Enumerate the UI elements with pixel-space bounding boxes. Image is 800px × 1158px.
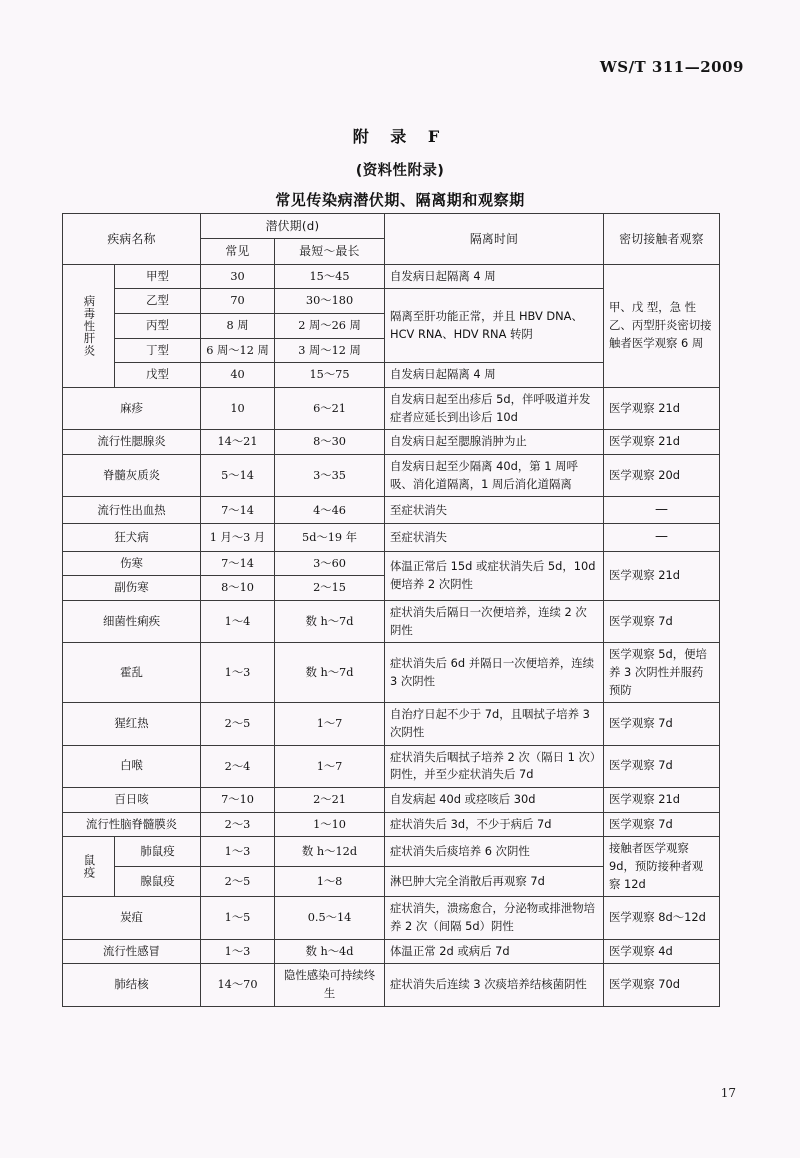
disease-name-cell: 麻疹 (63, 387, 201, 429)
disease-name-cell: 白喉 (63, 745, 201, 787)
isolation-cell: 自治疗日起不少于 7d，且咽拭子培养 3 次阴性 (385, 703, 604, 745)
range-cell: 30～180 (275, 289, 385, 314)
header-disease-name: 疾病名称 (63, 214, 201, 265)
disease-name-cell: 副伤寒 (63, 576, 201, 601)
isolation-cell: 症状消失后 3d，不少于病后 7d (385, 812, 604, 837)
disease-name-cell: 腺鼠疫 (115, 867, 201, 897)
observation-cell: 医学观察 7d (604, 745, 720, 787)
isolation-cell: 自发病日起隔离 4 周 (385, 264, 604, 289)
common-cell: 7～14 (201, 497, 275, 524)
range-cell: 6～21 (275, 387, 385, 429)
range-cell: 2 周～26 周 (275, 313, 385, 338)
table-row (63, 897, 720, 939)
isolation-cell: 自发病日起至少隔离 40d，第 1 周呼吸、消化道隔离，1 周后消化道隔离 (385, 454, 604, 496)
range-cell: 2～21 (275, 787, 385, 812)
disease-name-cell: 霍乱 (63, 643, 201, 703)
common-cell: 1～4 (201, 600, 275, 642)
observation-cell: 医学观察 20d (604, 454, 720, 496)
header-incubation: 潜伏期(d) (201, 214, 385, 239)
observation-cell: 医学观察 5d，便培养 3 次阴性并服药预防 (604, 643, 720, 703)
common-cell: 7～14 (201, 551, 275, 576)
disease-name-cell: 伤寒 (63, 551, 201, 576)
table-row (63, 551, 720, 576)
common-cell: 10 (201, 387, 275, 429)
disease-name-cell: 肺结核 (63, 964, 201, 1006)
range-cell: 2～15 (275, 576, 385, 601)
observation-cell: 医学观察 4d (604, 939, 720, 964)
range-cell: 15～75 (275, 363, 385, 388)
annex-heading: 附 录 F (352, 127, 448, 146)
page-number: 17 (720, 1086, 736, 1100)
disease-name-cell: 猩红热 (63, 703, 201, 745)
range-cell: 隐性感染可持续终生 (275, 964, 385, 1006)
table-row (63, 497, 720, 524)
disease-name-cell: 细菌性痢疾 (63, 600, 201, 642)
observation-cell: 医学观察 70d (604, 964, 720, 1006)
isolation-cell: 自发病起 40d 或痉咳后 30d (385, 787, 604, 812)
isolation-cell: 症状消失后咽拭子培养 2 次（隔日 1 次）阴性，并至少症状消失后 7d (385, 745, 604, 787)
isolation-cell: 自发病日起至出疹后 5d，伴呼吸道并发症者应延长到出诊后 10d (385, 387, 604, 429)
observation-cell: 医学观察 7d (604, 703, 720, 745)
common-cell: 2～5 (201, 867, 275, 897)
isolation-cell: 症状消失后 6d 并隔日一次便培养，连续 3 次阴性 (385, 643, 604, 703)
isolation-cell: 淋巴肿大完全消散后再观察 7d (385, 867, 604, 897)
range-cell: 3 周～12 周 (275, 338, 385, 363)
disease-name-cell: 乙型 (115, 289, 201, 314)
isolation-cell: 症状消失后隔日一次便培养，连续 2 次阴性 (385, 600, 604, 642)
disease-name-cell: 百日咳 (63, 787, 201, 812)
table-row (63, 524, 720, 551)
observation-cell: 医学观察 21d (604, 430, 720, 455)
common-cell: 30 (201, 264, 275, 289)
header-common: 常见 (201, 239, 275, 264)
range-cell: 8～30 (275, 430, 385, 455)
table-row (63, 387, 720, 429)
disease-name-cell: 甲型 (115, 264, 201, 289)
range-cell: 1～7 (275, 703, 385, 745)
table-row (63, 454, 720, 496)
isolation-cell-hepatitis-merged: 隔离至肝功能正常，并且 HBV DNA、HCV RNA、HDV RNA 转阴 (385, 289, 604, 363)
range-cell: 数 h～7d (275, 643, 385, 703)
disease-name-cell: 流行性腮腺炎 (63, 430, 201, 455)
disease-name-cell: 流行性出血热 (63, 497, 201, 524)
observation-cell: 医学观察 7d (604, 600, 720, 642)
common-cell: 6 周～12 周 (201, 338, 275, 363)
observation-cell: — (604, 497, 720, 524)
disease-name-cell: 狂犬病 (63, 524, 201, 551)
table-header-row-1 (63, 214, 720, 239)
annex-title-block (0, 124, 800, 210)
table-row (63, 264, 720, 289)
common-cell: 8 周 (201, 313, 275, 338)
disease-name-cell: 戊型 (115, 363, 201, 388)
common-cell: 8～10 (201, 576, 275, 601)
common-cell: 14～21 (201, 430, 275, 455)
isolation-cell: 症状消失后痰培养 6 次阴性 (385, 837, 604, 867)
common-cell: 7～10 (201, 787, 275, 812)
common-cell: 70 (201, 289, 275, 314)
isolation-cell: 至症状消失 (385, 497, 604, 524)
isolation-cell: 至症状消失 (385, 524, 604, 551)
disease-name-cell: 丁型 (115, 338, 201, 363)
infectious-disease-table (62, 213, 720, 1007)
common-cell: 2～3 (201, 812, 275, 837)
observation-cell: 医学观察 21d (604, 787, 720, 812)
range-cell: 3～60 (275, 551, 385, 576)
isolation-cell: 自发病日起隔离 4 周 (385, 363, 604, 388)
table-row (63, 643, 720, 703)
range-cell: 5d～19 年 (275, 524, 385, 551)
group-label-viral-hepatitis: 病毒性肝炎 (63, 264, 115, 387)
isolation-cell: 体温正常 2d 或病后 7d (385, 939, 604, 964)
standard-code-header: WS/T 311—2009 (599, 58, 744, 76)
range-cell: 数 h～12d (275, 837, 385, 867)
disease-name-cell: 肺鼠疫 (115, 837, 201, 867)
common-cell: 1～3 (201, 643, 275, 703)
header-isolation: 隔离时间 (385, 214, 604, 265)
disease-name-cell: 流行性脑脊髓膜炎 (63, 812, 201, 837)
observation-cell-plague: 接触者医学观察 9d，预防接种者观察 12d (604, 837, 720, 897)
table-row (63, 430, 720, 455)
range-cell: 0.5～14 (275, 897, 385, 939)
annex-type-label: (资料性附录) (355, 163, 445, 179)
isolation-cell: 症状消失后连续 3 次痰培养结核菌阴性 (385, 964, 604, 1006)
disease-name-cell: 流行性感冒 (63, 939, 201, 964)
common-cell: 1～3 (201, 837, 275, 867)
table-row (63, 745, 720, 787)
header-range: 最短～最长 (275, 239, 385, 264)
observation-cell-hepatitis: 甲、戊 型，急 性乙、丙型肝炎密切接触者医学观察 6 周 (604, 264, 720, 387)
isolation-cell-typhoid-merged: 体温正常后 15d 或症状消失后 5d，10d 便培养 2 次阴性 (385, 551, 604, 600)
table-row (63, 837, 720, 867)
common-cell: 14～70 (201, 964, 275, 1006)
range-cell: 1～8 (275, 867, 385, 897)
range-cell: 4～46 (275, 497, 385, 524)
common-cell: 1～3 (201, 939, 275, 964)
range-cell: 数 h～4d (275, 939, 385, 964)
table-row (63, 812, 720, 837)
range-cell: 数 h～7d (275, 600, 385, 642)
disease-name-cell: 丙型 (115, 313, 201, 338)
common-cell: 2～4 (201, 745, 275, 787)
table-row (63, 703, 720, 745)
disease-name-cell: 脊髓灰质炎 (63, 454, 201, 496)
observation-cell: — (604, 524, 720, 551)
table-row (63, 939, 720, 964)
common-cell: 2～5 (201, 703, 275, 745)
table-row (63, 964, 720, 1006)
range-cell: 1～7 (275, 745, 385, 787)
table-row (63, 600, 720, 642)
header-observation: 密切接触者观察 (604, 214, 720, 265)
annex-name-label: 常见传染病潜伏期、隔离期和观察期 (275, 191, 525, 209)
group-label-plague: 鼠疫 (63, 837, 115, 897)
observation-cell: 医学观察 21d (604, 387, 720, 429)
observation-cell: 医学观察 7d (604, 812, 720, 837)
isolation-cell: 症状消失，溃疡愈合，分泌物或排泄物培养 2 次（间隔 5d）阴性 (385, 897, 604, 939)
range-cell: 3～35 (275, 454, 385, 496)
table-row (63, 787, 720, 812)
common-cell: 5～14 (201, 454, 275, 496)
common-cell: 1 月～3 月 (201, 524, 275, 551)
common-cell: 1～5 (201, 897, 275, 939)
infectious-disease-table-wrapper (62, 213, 719, 1007)
observation-cell: 医学观察 8d～12d (604, 897, 720, 939)
range-cell: 15～45 (275, 264, 385, 289)
common-cell: 40 (201, 363, 275, 388)
range-cell: 1～10 (275, 812, 385, 837)
observation-cell-typhoid-merged: 医学观察 21d (604, 551, 720, 600)
disease-name-cell: 炭疽 (63, 897, 201, 939)
isolation-cell: 自发病日起至腮腺消肿为止 (385, 430, 604, 455)
